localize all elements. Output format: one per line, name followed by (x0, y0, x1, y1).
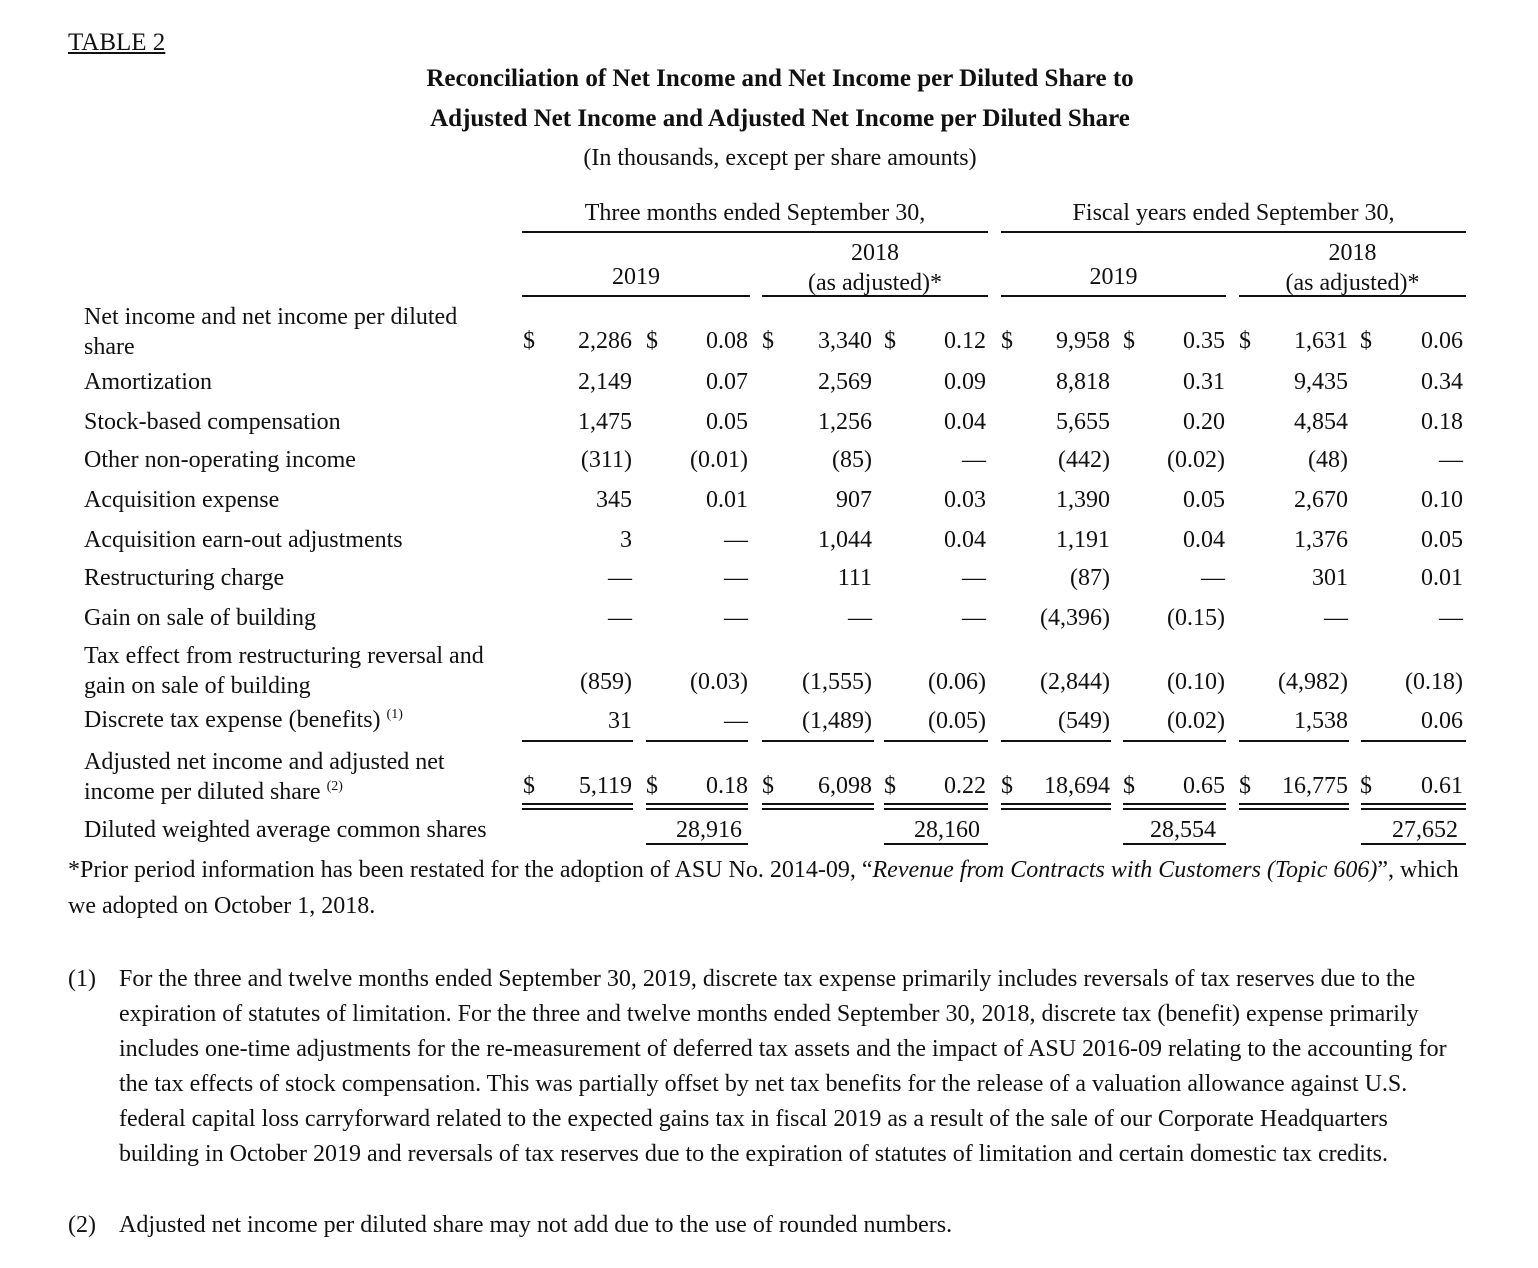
footnote-2-text: Adjusted net income per diluted share may not add due to the use of rounded numbers. (119, 1212, 953, 1238)
table-cell: (0.05) (928, 708, 986, 734)
dollar-sign: $ (884, 773, 896, 799)
col-header-2019-three-months: 2019 (612, 264, 660, 290)
table-cell: 2,286 (578, 328, 632, 354)
table-cell: (0.02) (1167, 447, 1225, 473)
table-cell: 1,631 (1294, 328, 1348, 354)
table-cell: 0.35 (1183, 328, 1225, 354)
table-cell: 1,538 (1294, 708, 1348, 734)
table-cell: 0.18 (1421, 409, 1463, 435)
group-header-three-months: Three months ended September 30, (584, 200, 926, 226)
table-cell: 3 (620, 527, 632, 553)
subtotal-rule (1239, 740, 1349, 742)
table-cell: 301 (1312, 565, 1348, 591)
table-cell: 31 (608, 708, 632, 734)
row-label: Acquisition earn-out adjustments (84, 527, 403, 553)
table-cell: (0.18) (1405, 669, 1463, 695)
table-cell: 0.10 (1421, 487, 1463, 513)
col-rule-2019-fiscal (1001, 295, 1226, 297)
table-cell: (0.06) (928, 669, 986, 695)
dollar-sign: $ (1001, 773, 1013, 799)
footnote-marker: (2) (326, 779, 343, 794)
row-label: Restructuring charge (84, 565, 285, 591)
table-cell: (1,489) (802, 708, 872, 734)
table-cell: — (724, 708, 748, 734)
table-cell: (859) (580, 669, 632, 695)
col-header-2018-three-months-note: (as adjusted)* (808, 270, 942, 296)
row-label: Tax effect from restructuring reversal and (84, 643, 484, 669)
dollar-sign: $ (1239, 773, 1251, 799)
row-label: Amortization (84, 369, 212, 395)
row-label: Other non-operating income (84, 447, 356, 473)
group-header-fiscal-years: Fiscal years ended September 30, (1072, 200, 1395, 226)
total-double-rule (1001, 803, 1111, 810)
table-cell: — (608, 565, 632, 591)
dollar-sign: $ (1360, 328, 1372, 354)
row-label: income per diluted share $^{(2)}$ (84, 779, 343, 805)
table-cell: 0.06 (1421, 328, 1463, 354)
table-cell: (87) (1070, 565, 1110, 591)
table-cell: 0.06 (1421, 708, 1463, 734)
table-cell: (4,396) (1040, 605, 1110, 631)
dollar-sign: $ (1360, 773, 1372, 799)
total-double-rule (646, 803, 748, 810)
row-label: share (84, 334, 135, 360)
diluted-shares-cell: 28,916 (676, 817, 742, 843)
col-header-2019-fiscal: 2019 (1089, 264, 1138, 290)
table-cell: 0.05 (1183, 487, 1225, 513)
row-label: Adjusted net income and adjusted net (84, 749, 445, 775)
table-cell: 8,818 (1056, 369, 1110, 395)
shares-rule (1361, 843, 1466, 845)
table-cell: — (724, 527, 748, 553)
table-cell: (2,844) (1040, 669, 1110, 695)
table-cell: — (1201, 565, 1225, 591)
diluted-shares-cell: 28,160 (914, 817, 980, 843)
table-cell: 0.04 (944, 527, 986, 553)
table-cell: 0.12 (944, 328, 986, 354)
table-title-line-1: Reconciliation of Net Income and Net Income per Diluted Share to (426, 65, 1134, 92)
row-label: Net income and net income per diluted (84, 304, 458, 330)
table-cell: 9,435 (1294, 369, 1348, 395)
table-cell: 0.04 (944, 409, 986, 435)
table-cell: 4,854 (1294, 409, 1348, 435)
table-cell: (1,555) (802, 669, 872, 695)
restatement-note (68, 852, 1468, 924)
table-cell: (85) (832, 447, 872, 473)
shares-rule (1123, 843, 1226, 845)
table-cell: 1,044 (818, 527, 872, 553)
table-cell: 0.07 (706, 369, 748, 395)
subtotal-rule (1001, 740, 1111, 742)
table-cell: 9,958 (1056, 328, 1110, 354)
total-double-rule (1239, 803, 1349, 810)
table-cell: (4,982) (1278, 669, 1348, 695)
footnote-1-text: For the three and twelve months ended September 30, 2019, discrete tax expense primarily includes reversals of tax reserves due to the expiration of statutes of limitation. For the three and twelve months ended September 30, 2018, discrete tax (benefit) expense primarily includes one-time adjustments for the re-measurement of deferred tax assets and the impact of ASU 2016-09 relating to the accounting for the tax effects of stock compensation. This was partially offset by net tax benefits for the release of a valuation allowance against U.S. federal capital loss carryforward related to the expected gains tax in fiscal 2019 as a result of the sale of our Corporate Headquarters building in October 2019 and reversals of tax reserves due to the expiration of statutes of limitation and certain domestic tax credits. (119, 966, 1447, 1167)
group-rule-fiscal-years (1001, 231, 1466, 233)
table-cell: (442) (1058, 447, 1110, 473)
dollar-sign: $ (646, 328, 658, 354)
subtotal-rule (1123, 740, 1226, 742)
table-cell: — (724, 605, 748, 631)
table-title-line-2: Adjusted Net Income and Adjusted Net Income per Diluted Share (430, 105, 1130, 132)
table-cell: 0.22 (944, 773, 986, 799)
table-cell: 0.05 (1421, 527, 1463, 553)
table-cell: 0.01 (706, 487, 748, 513)
total-double-rule (884, 803, 988, 810)
table-cell: — (1439, 605, 1463, 631)
table-cell: 1,390 (1056, 487, 1110, 513)
table-cell: (0.10) (1167, 669, 1225, 695)
dollar-sign: $ (1123, 773, 1135, 799)
table-cell: 1,191 (1056, 527, 1110, 553)
table-cell: 2,149 (578, 369, 632, 395)
table-cell: 0.31 (1183, 369, 1225, 395)
row-label: Acquisition expense (84, 487, 280, 513)
table-cell: 6,098 (818, 773, 872, 799)
table-cell: (549) (1058, 708, 1110, 734)
dollar-sign: $ (1123, 328, 1135, 354)
total-double-rule (1123, 803, 1226, 810)
subtotal-rule (646, 740, 748, 742)
row-label-diluted-shares: Diluted weighted average common shares (84, 817, 487, 843)
dollar-sign: $ (1001, 328, 1013, 354)
table-cell: — (962, 565, 986, 591)
table-label: TABLE 2 (68, 29, 166, 56)
table-cell: 111 (837, 565, 872, 591)
diluted-shares-cell: 28,554 (1150, 817, 1216, 843)
restatement-note-text-end: ”, which we adopted on October 1, 2018. (68, 857, 1459, 919)
table-cell: — (962, 605, 986, 631)
table-cell: — (1324, 605, 1348, 631)
dollar-sign: $ (523, 773, 535, 799)
table-cell: (0.02) (1167, 708, 1225, 734)
dollar-sign: $ (762, 773, 774, 799)
table-cell: 1,376 (1294, 527, 1348, 553)
dollar-sign: $ (646, 773, 658, 799)
diluted-shares-cell: 27,652 (1392, 817, 1458, 843)
col-header-2018-three-months-year: 2018 (851, 240, 899, 266)
table-cell: 0.20 (1183, 409, 1225, 435)
subtotal-rule (884, 740, 988, 742)
subtotal-rule (522, 740, 633, 742)
table-cell: 2,569 (818, 369, 872, 395)
row-label: Discrete tax expense (benefits) $^{(1)}$ (84, 707, 403, 733)
table-cell: 3,340 (818, 328, 872, 354)
table-cell: — (1439, 447, 1463, 473)
total-double-rule (1361, 803, 1466, 810)
table-cell: 5,655 (1056, 409, 1110, 435)
table-cell: (48) (1308, 447, 1348, 473)
col-rule-2018-three-months (762, 295, 988, 297)
row-label: Stock-based compensation (84, 409, 341, 435)
table-cell: — (724, 565, 748, 591)
table-subtitle: (In thousands, except per share amounts) (583, 145, 977, 171)
table-cell: 0.65 (1183, 773, 1225, 799)
table-cell: (0.03) (690, 669, 748, 695)
table-cell: 0.04 (1183, 527, 1225, 553)
restatement-note-topic: Revenue from Contracts with Customers (Topic 606) (872, 857, 1378, 883)
table-cell: 907 (836, 487, 872, 513)
table-cell: 16,775 (1282, 773, 1348, 799)
dollar-sign: $ (1239, 328, 1251, 354)
table-cell: 0.01 (1421, 565, 1463, 591)
table-cell: (311) (580, 447, 632, 473)
col-rule-2018-fiscal (1239, 295, 1466, 297)
dollar-sign: $ (762, 328, 774, 354)
dollar-sign: $ (884, 328, 896, 354)
table-cell: 0.08 (706, 328, 748, 354)
col-header-2018-fiscal-note: (as adjusted)* (1285, 270, 1420, 296)
restatement-note-text: *Prior period information has been restated for the adoption of ASU No. 2014-09, “ (68, 857, 873, 883)
row-label: Gain on sale of building (84, 605, 316, 631)
table-cell: 0.61 (1421, 773, 1463, 799)
table-cell: 345 (596, 487, 632, 513)
col-header-2018-fiscal-year: 2018 (1328, 240, 1377, 266)
table-cell: 0.09 (944, 369, 986, 395)
footnote-marker: (1) (386, 707, 403, 722)
total-double-rule (762, 803, 874, 810)
total-double-rule (522, 803, 633, 810)
row-label: gain on sale of building (84, 673, 311, 699)
table-cell: 1,475 (578, 409, 632, 435)
footnote-1-number: (1) (68, 966, 96, 992)
col-rule-2019-three-months (522, 295, 750, 297)
group-rule-three-months (522, 231, 988, 233)
table-cell: 0.05 (706, 409, 748, 435)
subtotal-rule (762, 740, 874, 742)
footnote-2-number: (2) (68, 1212, 96, 1238)
table-cell: 1,256 (818, 409, 872, 435)
table-cell: (0.01) (690, 447, 748, 473)
table-cell: 5,119 (578, 773, 632, 799)
table-cell: 0.03 (944, 487, 986, 513)
table-cell: 0.18 (706, 773, 748, 799)
table-cell: — (848, 605, 872, 631)
shares-rule (646, 843, 748, 845)
table-cell: 2,670 (1294, 487, 1348, 513)
table-cell: 18,694 (1044, 773, 1110, 799)
table-cell: 0.34 (1421, 369, 1463, 395)
table-cell: (0.15) (1167, 605, 1225, 631)
subtotal-rule (1361, 740, 1466, 742)
table-cell: — (608, 605, 632, 631)
shares-rule (884, 843, 988, 845)
table-cell: — (962, 447, 986, 473)
dollar-sign: $ (523, 328, 535, 354)
